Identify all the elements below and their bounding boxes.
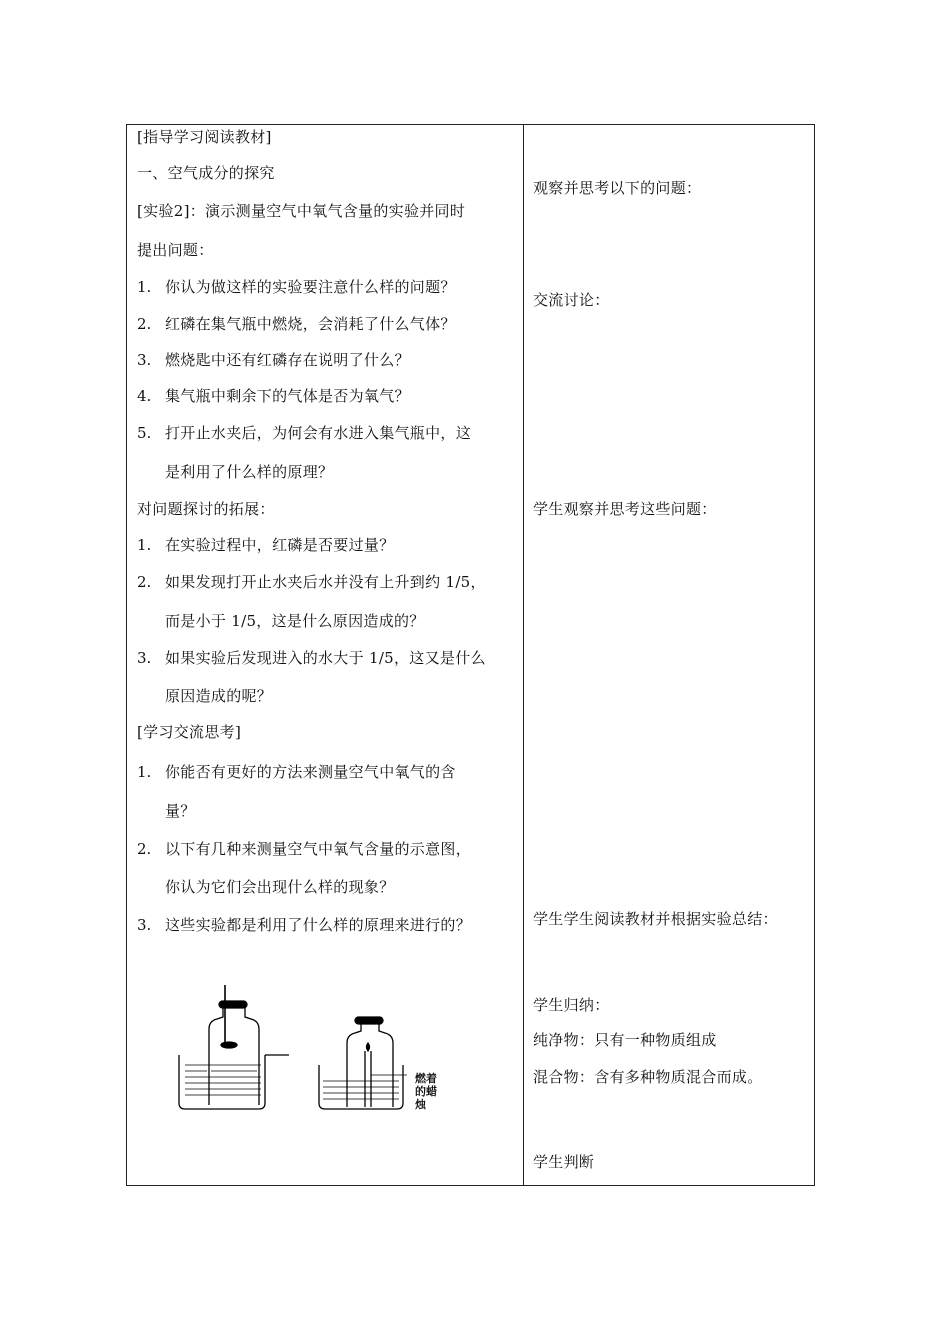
stopper (219, 1001, 247, 1008)
exchange-text-cont: 量？ (165, 802, 196, 820)
lesson-table (126, 124, 815, 1186)
extension-text: 如果发现打开止水夹后水并没有上升到约 1/5， (165, 573, 486, 591)
discuss-prompt: 交流讨论： (533, 291, 610, 309)
exchange-number: 3. (137, 916, 152, 934)
extension-text-cont: 而是小于 1/5，这是什么原因造成的？ (165, 612, 425, 630)
question-text: 红磷在集气瓶中燃烧，会消耗了什么气体？ (165, 315, 456, 333)
gas-jar (209, 1007, 259, 1105)
student-summary: 学生归纳： (533, 996, 610, 1014)
exchange-text: 你能否有更好的方法来测量空气中氧气的含 (165, 763, 456, 781)
question-number: 1. (137, 278, 152, 296)
combustion-spoon (221, 1042, 237, 1048)
column-divider (523, 125, 524, 1185)
guide-header: [指导学习阅读教材] (137, 128, 272, 146)
stopper (355, 1017, 383, 1024)
candle-caption-1: 燃着 (415, 1072, 437, 1085)
question-text: 你认为做这样的实验要注意什么样的问题？ (165, 278, 456, 296)
question-text: 燃烧匙中还有红磷存在说明了什么？ (165, 351, 410, 369)
question-text-cont: 是利用了什么样的原理？ (165, 463, 334, 481)
pure-substance: 纯净物：只有一种物质组成 (533, 1031, 717, 1049)
student-read: 学生学生阅读教材并根据实验总结： (533, 910, 778, 928)
experiment-line-1: [实验2]：演示测量空气中氧气含量的实验并同时 (137, 202, 466, 220)
question-text: 集气瓶中剩余下的气体是否为氧气？ (165, 387, 410, 405)
question-number: 4. (137, 387, 152, 405)
experiment-line-2: 提出问题： (137, 241, 214, 259)
question-number: 3. (137, 351, 152, 369)
question-number: 5. (137, 424, 152, 442)
question-number: 2. (137, 315, 152, 333)
extension-text: 在实验过程中，红磷是否要过量？ (165, 536, 395, 554)
exchange-number: 1. (137, 763, 152, 781)
exchange-text-cont: 你认为它们会出现什么样的现象？ (165, 878, 395, 896)
extension-title: 对问题探讨的拓展： (137, 500, 275, 518)
exchange-number: 2. (137, 840, 152, 858)
mixture: 混合物：含有多种物质混合而成。 (533, 1068, 763, 1086)
extension-number: 1. (137, 536, 152, 554)
extension-text-cont: 原因造成的呢？ (165, 687, 273, 705)
candle-caption-2: 的蜡 (415, 1085, 437, 1098)
student-observe: 学生观察并思考这些问题： (533, 500, 717, 518)
extension-text: 如果实验后发现进入的水大于 1/5，这又是什么 (165, 649, 486, 667)
observe-prompt: 观察并思考以下的问题： (533, 179, 702, 197)
section-title: 一、空气成分的探究 (137, 164, 275, 182)
student-judge: 学生判断 (533, 1153, 595, 1171)
water-trough (179, 1055, 265, 1109)
candle-caption-3: 烛 (415, 1098, 426, 1111)
candle-flame (367, 1043, 370, 1051)
exchange-title: [学习交流思考] (137, 723, 242, 741)
gas-jar (347, 1023, 393, 1107)
apparatus-diagram (171, 985, 471, 1119)
extension-number: 3. (137, 649, 152, 667)
extension-number: 2. (137, 573, 152, 591)
question-text: 打开止水夹后，为何会有水进入集气瓶中，这 (165, 424, 472, 442)
exchange-text: 这些实验都是利用了什么样的原理来进行的？ (165, 916, 472, 934)
exchange-text: 以下有几种来测量空气中氧气含量的示意图， (165, 840, 472, 858)
